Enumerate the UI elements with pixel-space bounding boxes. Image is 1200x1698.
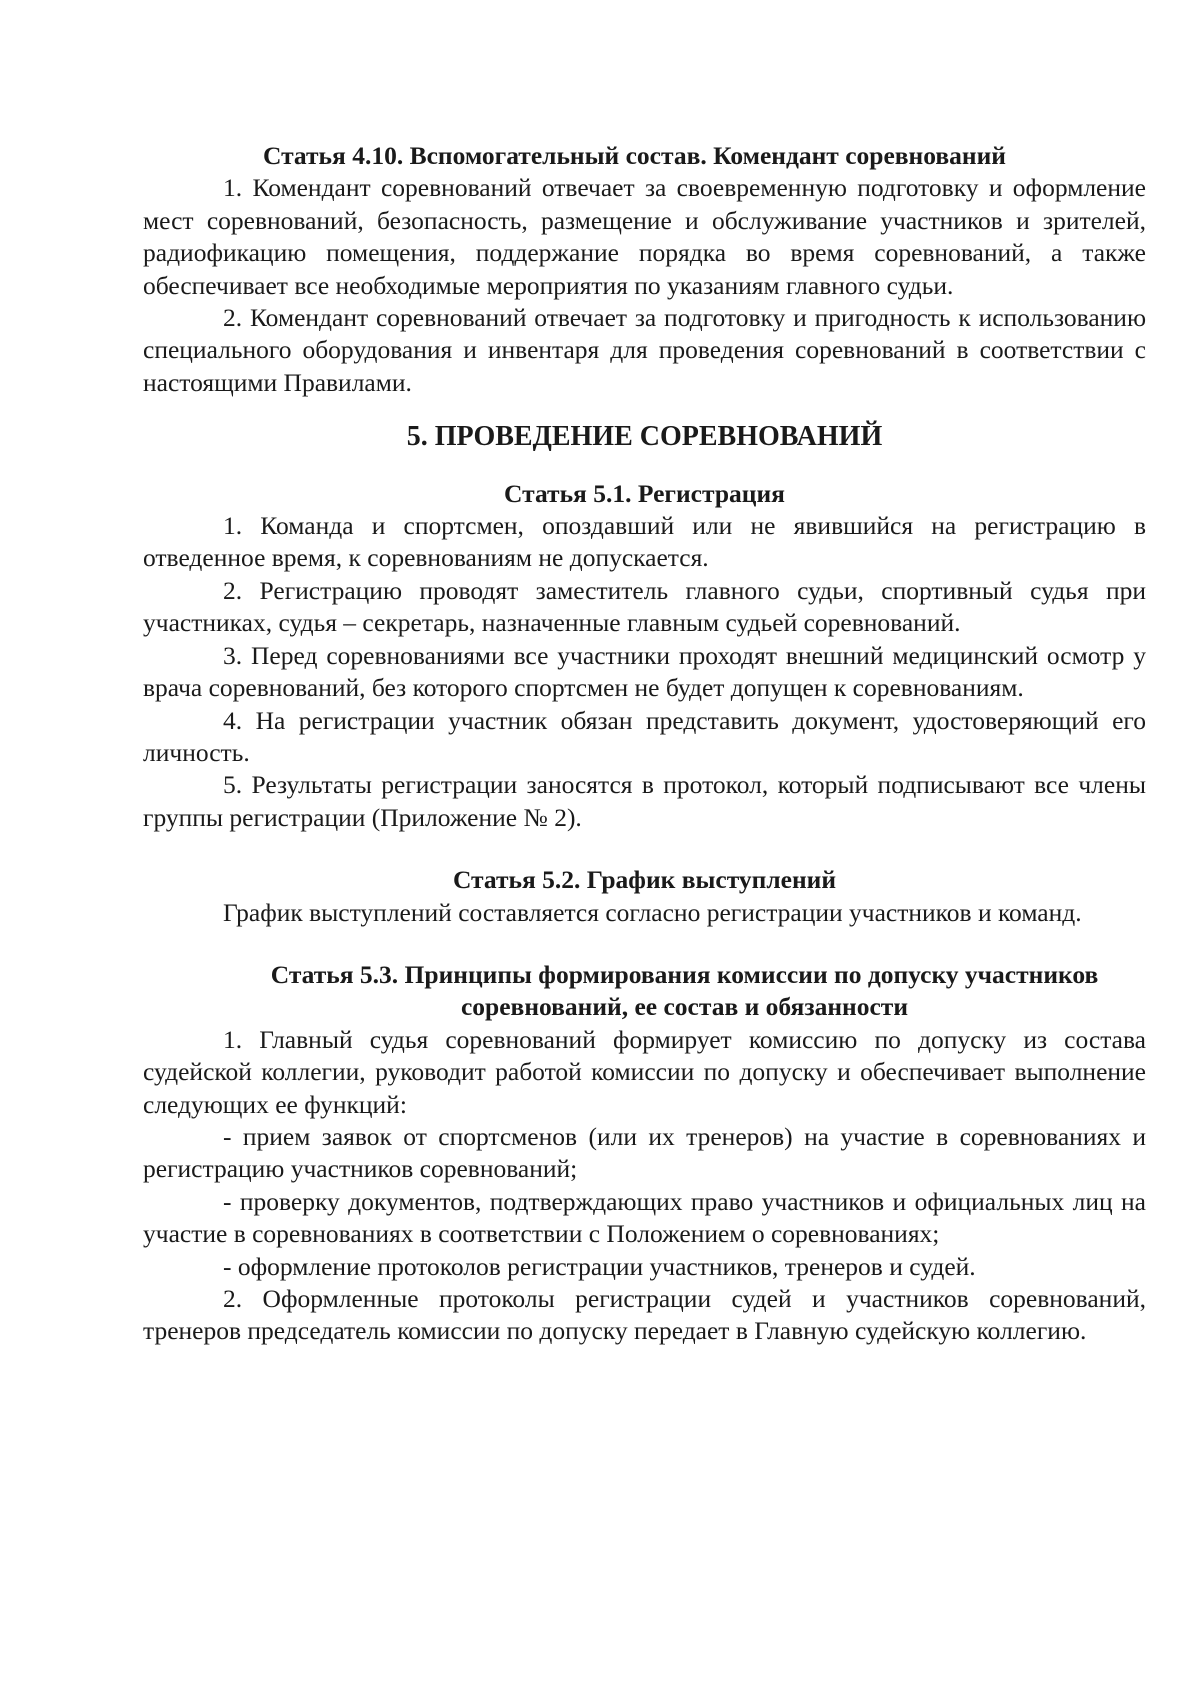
article-5-2-title: Статья 5.2. График выступлений	[452, 865, 837, 895]
article-5-3-paragraph-2: 2. Оформленные протоколы регистрации судей и участников соревнований, тренеров председатель комиссии по допуску передает в Главную судейскую коллегию.	[143, 1284, 1146, 1346]
article-5-3-title-line-2: соревнований, ее состав и обязанности	[460, 992, 909, 1022]
article-4-10-title: Статья 4.10. Вспомогательный состав. Комендант соревнований	[263, 141, 1006, 170]
article-5-1-item-3: 3. Перед соревнованиями все участники проходят внешний медицинский осмотр у врача соревнований, без которого спортсмен не будет допущен к соревнованиям.	[143, 640, 1146, 703]
article-5-3-dash-item-2: - проверку документов, подтверждающих право участников и официальных лиц на участие в соревнованиях в соответствии с Положением о соревнованиях;	[143, 1186, 1146, 1249]
article-4-10-paragraph-1: 1. Комендант соревнований отвечает за своевременную подготовку и оформление мест соревнований, безопасность, размещение и обслуживание участников и зрителей, радиофикацию помещения, поддержание порядка во время соревнований, а также обеспечивает все необходимые мероприятия по указаниям главного судьи.	[143, 173, 1146, 300]
article-5-2-paragraph-1: График выступлений составляется согласно регистрации участников и команд.	[223, 897, 1082, 927]
article-5-3-dash-item-3: - оформление протоколов регистрации участников, тренеров и судей.	[223, 1251, 976, 1281]
article-5-1-item-5: 5. Результаты регистрации заносятся в протокол, который подписывают все члены группы регистрации (Приложение № 2).	[143, 770, 1146, 832]
article-5-1-title: Статья 5.1. Регистрация	[504, 478, 785, 508]
article-5-3-paragraph-1: 1. Главный судья соревнований формирует комиссию по допуску из состава судейской коллегии, руководит работой комиссии по допуску и обеспечивает выполнение следующих ее функций:	[143, 1024, 1146, 1119]
article-4-10-paragraph-2: 2. Комендант соревнований отвечает за подготовку и пригодность к использованию специального оборудования и инвентаря для проведения соревнований в соответствии с настоящими Правилами.	[143, 303, 1146, 397]
article-5-1-item-4: 4. На регистрации участник обязан представить документ, удостоверяющий его личность.	[143, 705, 1146, 767]
article-5-1-item-2: 2. Регистрацию проводят заместитель главного судьи, спортивный судья при участниках, судья – секретарь, назначенные главным судьей соревнований.	[143, 575, 1146, 638]
article-5-1-item-1: 1. Команда и спортсмен, опоздавший или не явившийся на регистрацию в отведенное время, к соревнованиям не допускается.	[143, 511, 1146, 573]
document-page	[143, 140, 1146, 1348]
section-5-title: 5. ПРОВЕДЕНИЕ СОРЕВНОВАНИЙ	[406, 421, 883, 453]
article-5-3-dash-item-1: - прием заявок от спортсменов (или их тренеров) на участие в соревнованиях и регистрацию участников соревнований;	[143, 1121, 1146, 1184]
article-5-3-title-line-1: Статья 5.3. Принципы формирования комиссии по допуску участников	[270, 959, 1099, 989]
article-5-3-title	[143, 959, 1146, 1024]
